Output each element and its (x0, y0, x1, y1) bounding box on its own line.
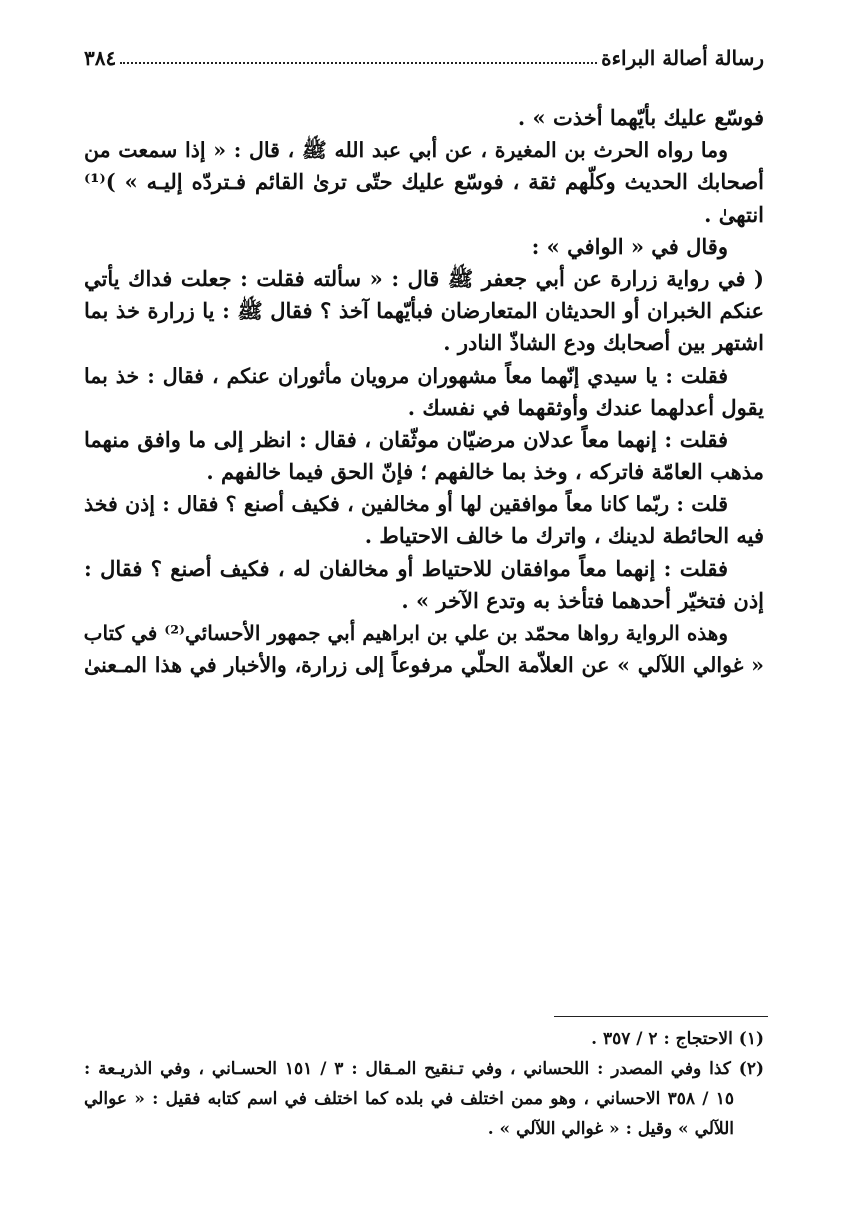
header-title: رسالة أصالة البراءة (601, 46, 764, 70)
text-line: إذن فتخيّر أحدهما فتأخذ به وتدع الآخر » . (401, 587, 764, 613)
footnote-line: (١) الاحتجاج : ٢ / ٣٥٧ . (591, 1029, 764, 1049)
text-line: فوسّع عليك بأيّهما أخذت » . (517, 105, 764, 130)
footnote-separator (554, 1016, 768, 1017)
text-line: اشتهر بين أصحابك ودع الشاذّ النادر . (443, 330, 764, 356)
text-line: قلت : ربّما كانا معاً موافقين لها أو مخالفين ، فكيف أصنع ؟ فقال : إذن فخذ (84, 492, 728, 517)
text-line: فيه الحائطة لدينك ، واترك ما خالف الاحتياط . (364, 523, 764, 549)
footnotes (84, 1024, 764, 1144)
header-dot-leader (120, 62, 597, 64)
text-line: وهذه الرواية رواها محمّد بن علي بن ابراهيم أبي جمهور الأحسائي⁽²⁾ في كتاب (83, 621, 728, 645)
page-number: ٣٨٤ (84, 46, 117, 70)
text-line: ( في رواية زرارة عن أبي جعفر ﷺ قال : « سألته فقلت : جعلت فداك يأتي (84, 265, 764, 291)
text-line: عنكم الخبران أو الحديثان المتعارضان فبأيّهما آخذ ؟ فقال ﷺ : يا زرارة خذ بما (84, 298, 764, 324)
text-line: « غوالي اللآلي » عن العلاّمة الحلّي مرفوعاً إلى زرارة، والأخبار في هذا المـعنىٰ (84, 653, 764, 678)
text-line: مذهب العامّة فاتركه ، وخذ بما خالفهم ؛ فإنّ الحق فيما خالفهم . (206, 459, 764, 485)
text-line: وما رواه الحرث بن المغيرة ، عن أبي عبد الله ﷺ ، قال : « إذا سمعت من (84, 138, 728, 163)
text-line: وقال في « الوافي » : (531, 233, 728, 259)
text-line: فقلت : يا سيدي إنّهما معاً مشهوران مرويان مأثوران عنكم ، فقال : خذ بما (84, 363, 728, 388)
footnote-line: اللآلي » وقيل : « غوالي اللآلي » . (487, 1119, 734, 1139)
main-text (84, 102, 764, 681)
text-line: انتهىٰ . (704, 201, 764, 227)
text-line: يقول أعدلهما عندك وأوثقهما في نفسك . (407, 394, 764, 420)
running-header (84, 34, 764, 74)
footnote-line: ١٥ / ٣٥٨ الاحساني ، وهو ممن اختلف في بلده كما اختلف في اسم كتابه فقيل : « عوالي (84, 1089, 734, 1109)
text-line: فقلت : إنهما معاً عدلان مرضيّان موثّقان ، فقال : انظر إلى ما وافق منهما (84, 426, 728, 452)
text-line: أصحابك الحديث وكلّهم ثقة ، فوسّع عليك حتّى ترىٰ القائم فـتردّه إليـه » )⁽¹⁾ (84, 169, 764, 195)
footnote-line: (٢) كذا وفي المصدر : اللحساني ، وفي تـنقيح المـقال : ٣ / ١٥١ الحسـاني ، وفي الذريـعة : (84, 1059, 764, 1079)
text-line: فقلت : إنهما معاً موافقان للاحتياط أو مخالفان له ، فكيف أصنع ؟ فقال : (84, 555, 728, 581)
